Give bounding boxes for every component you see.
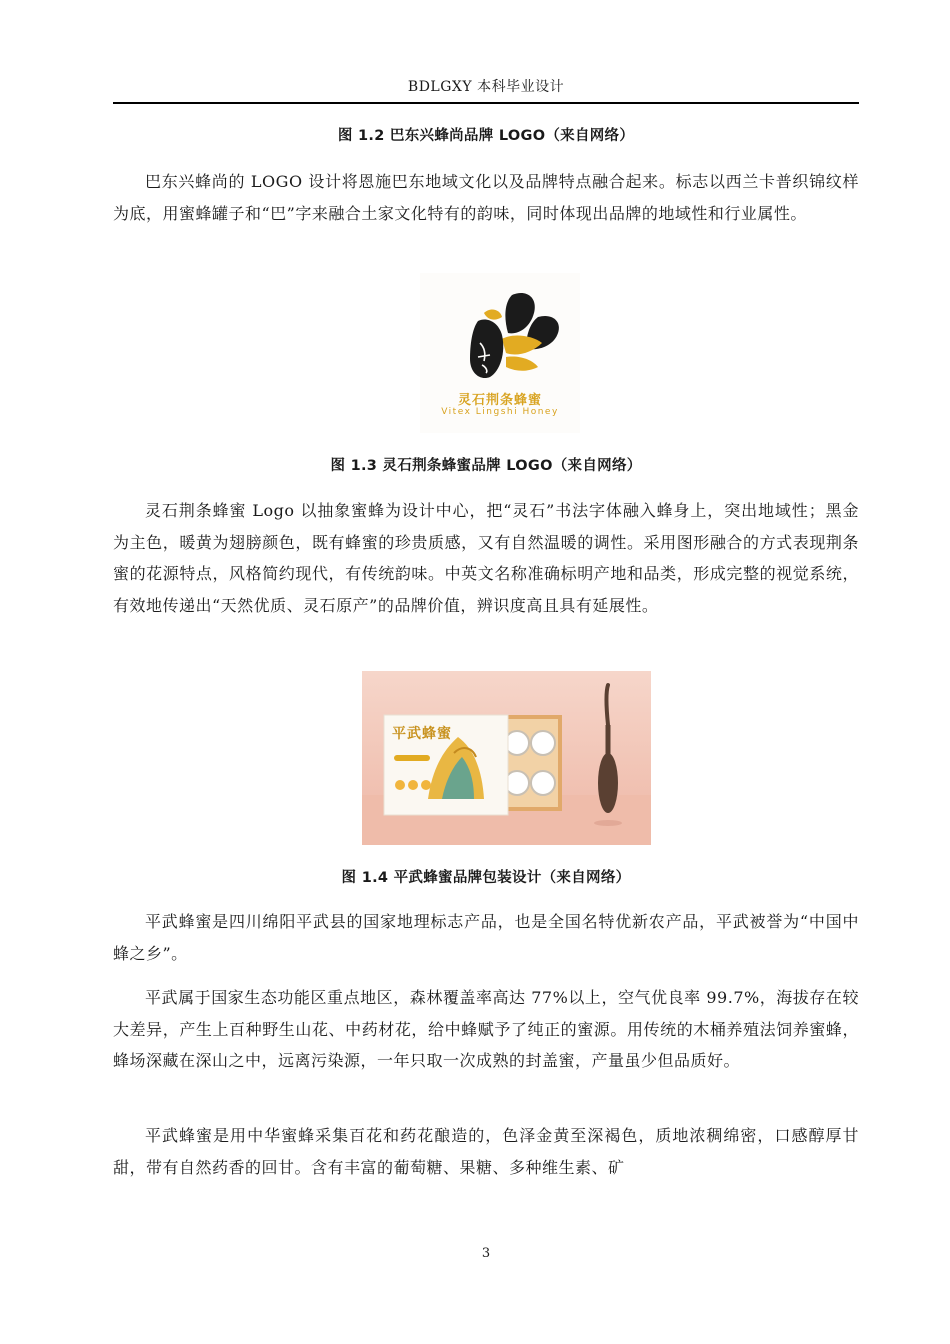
paragraph-badong-logo: 巴东兴蜂尚的 LOGO 设计将恩施巴东地域文化以及品牌特点融合起来。标志以西兰卡普织锦纹样为底，用蜜蜂罐子和“巴”字来融合土家文化特有的韵味，同时体现出品牌的地域性和行业属性。: [113, 172, 859, 223]
page-header: BDLGXY 本科毕业设计: [113, 76, 859, 104]
page-number: 3: [481, 1246, 491, 1261]
pingwu-honey-package-photo: [362, 671, 651, 845]
figure-caption-1-4: 图 1.4 平武蜂蜜品牌包装设计（来自网络）: [341, 870, 631, 886]
lingshi-honey-logo: [420, 273, 580, 433]
figure-caption-1-3: 图 1.3 灵石荆条蜂蜜品牌 LOGO（来自网络）: [330, 458, 642, 474]
package-illustration: [362, 671, 651, 845]
figure-caption-1-2: 图 1.2 巴东兴蜂尚品牌 LOGO（来自网络）: [337, 128, 635, 144]
paragraph-pingwu-quality: 平武蜂蜜是用中华蜜蜂采集百花和药花酿造的，色泽金黄至深褐色，质地浓稠绵密，口感醇厚甘甜，带有自然药香的回甘。含有丰富的葡萄糖、果糖、多种维生素、矿: [113, 1126, 859, 1177]
package-brand-title: 平武蜂蜜: [392, 726, 452, 742]
paragraph-lingshi-logo: 灵石荆条蜂蜜 Logo 以抽象蜜蜂为设计中心，把“灵石”书法字体融入蜂身上，突出地域性；黑金为主色，暖黄为翅膀颜色，既有蜂蜜的珍贵质感，又有自然温暖的调性。采用图形融合的方式表现荆条蜜的花源特点，风格简约现代，有传统韵味。中英文名称准确标明产地和品类，形成完整的视觉系统，有效地传递出“天然优质、灵石原产”的品牌价值，辨识度高且具有延展性。: [113, 501, 859, 615]
paragraph-pingwu-intro: 平武蜂蜜是四川绵阳平武县的国家地理标志产品，也是全国名特优新农产品，平武被誉为“中国中蜂之乡”。: [113, 912, 859, 963]
logo-name-cn: 灵石荆条蜂蜜: [457, 393, 542, 408]
logo-name-en: Vitex Lingshi Honey: [441, 407, 559, 417]
paragraph-pingwu-ecology: 平武属于国家生态功能区重点地区，森林覆盖率高达 77%以上，空气优良率 99.7%，海拔存在较大差异，产生上百种野生山花、中药材花，给中蜂赋予了纯正的蜜源。用传统的木桶养殖法饲养蜜蜂，蜂场深藏在深山之中，远离污染源，一年只取一次成熟的封盖蜜，产量虽少但品质好。: [113, 988, 859, 1070]
